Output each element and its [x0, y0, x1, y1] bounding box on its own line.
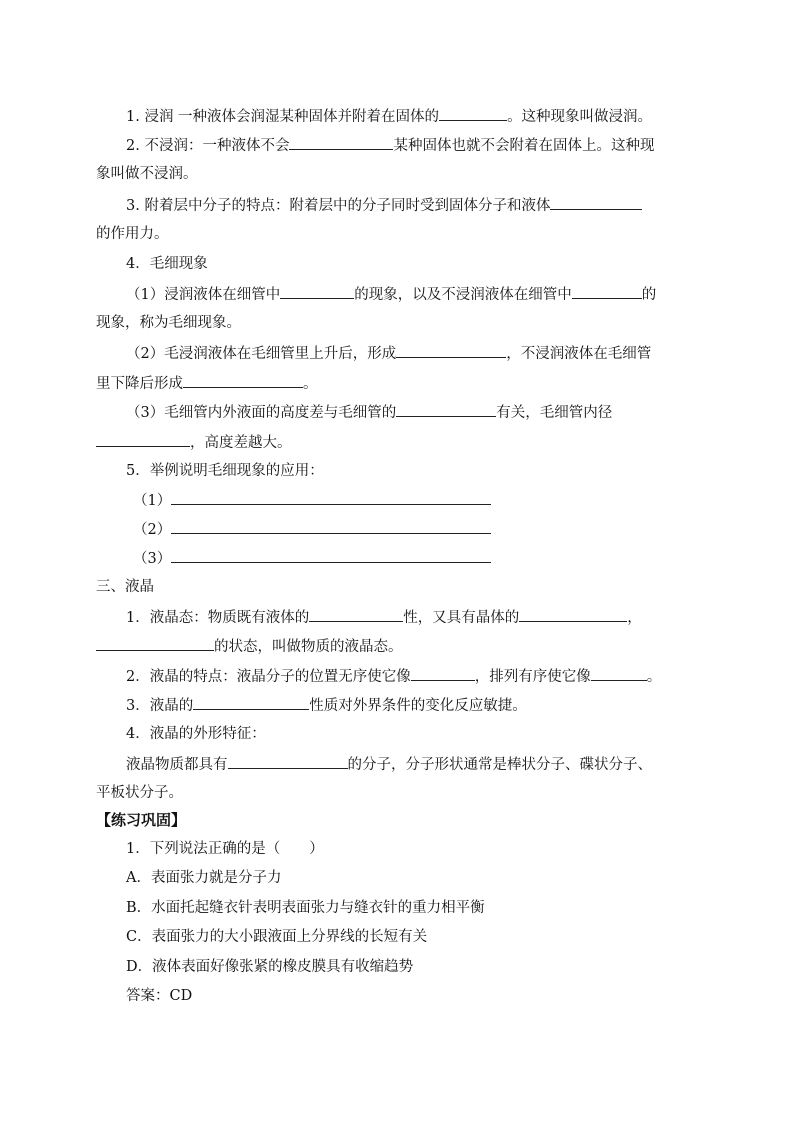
q4-s3-cont: [96, 432, 292, 453]
q4-s2-blank-2: [183, 373, 303, 388]
q3-line: [126, 195, 642, 216]
q3-text: 3. 附着层中分子的特点：附着层中的分子同时受到固体分子和液体: [126, 198, 551, 214]
lc3-text-end: 性质对外界条件的变化反应敏捷。: [309, 698, 527, 714]
q4-title: 4．毛细现象: [126, 256, 208, 272]
q5-item-label: （1）: [133, 493, 172, 509]
q4-s1-cont: 现象，称为毛细现象。: [96, 315, 241, 331]
q2-cont: 象叫做不浸润。: [96, 166, 198, 182]
lc2-text-end: 。: [646, 669, 662, 685]
practice-question: 1．下列说法正确的是（ ）: [126, 841, 324, 857]
q4-s3-line: [126, 402, 612, 423]
q3-cont: 的作用力。: [96, 226, 169, 242]
q4-s2-cont-text: 里下降后形成: [96, 376, 183, 392]
q5-title: 5．举例说明毛细现象的应用：: [126, 463, 324, 479]
q4-s1-blank-1: [280, 284, 354, 299]
lc2-line: [126, 666, 661, 687]
q4-s3-cont-end: ，高度差越大。: [190, 435, 292, 451]
answer: 答案：CD: [126, 988, 193, 1004]
lc2-text-mid: ，排列有序使它像: [474, 669, 591, 685]
lc4-text-end: 的分子，分子形状通常是棒状分子、碟状分子、: [347, 757, 652, 773]
lc1-blank-2: [519, 607, 627, 622]
q4-s3-blank-2: [96, 432, 190, 447]
lc4-line: [126, 754, 652, 775]
lc1-blank-3: [96, 636, 214, 651]
q5-item-2: [133, 519, 491, 540]
q5-item-label: （3）: [133, 551, 172, 567]
q2-line: [126, 135, 654, 156]
lc3-text: 3．液晶的: [126, 698, 194, 714]
option-c: C．表面张力的大小跟液面上分界线的长短有关: [126, 929, 428, 945]
lc4-cont: 平板状分子。: [96, 785, 183, 801]
q1-blank: [439, 106, 507, 121]
lc1-blank-1: [309, 607, 403, 622]
lc1-text: 1．液晶态：物质既有液体的: [126, 610, 310, 626]
q5-item-1: [133, 490, 491, 511]
q1-text: 1. 浸润 一种液体会润湿某种固体并附着在固体的: [126, 109, 440, 125]
q5-item-label: （2）: [133, 522, 172, 538]
q1-line: [126, 106, 652, 127]
q4-s1-text-end: 的: [641, 287, 657, 303]
option-a: A．表面张力就是分子力: [126, 870, 282, 886]
section-title: 三、液晶: [96, 579, 154, 595]
q4-s1-text: （1）浸润液体在细管中: [126, 287, 281, 303]
q4-s2-blank-1: [396, 343, 506, 358]
lc3-blank: [193, 695, 309, 710]
q4-s3-text: （3）毛细管内外液面的高度差与毛细管的: [126, 405, 397, 421]
q5-answer-line: [171, 519, 491, 534]
q4-s1-blank-2: [572, 284, 642, 299]
q2-text-end: 某种固体也就不会附着在固体上。这种现: [393, 138, 655, 154]
q4-s3-blank-1: [396, 402, 496, 417]
q2-text: 2. 不浸润：一种液体不会: [126, 138, 290, 154]
q4-s1-line: [126, 284, 656, 305]
option-b: B．水面托起缝衣针表明表面张力与缝衣针的重力相平衡: [126, 900, 485, 916]
lc1-text-mid: 性，又具有晶体的: [403, 610, 520, 626]
q4-s2-line: [126, 343, 651, 364]
lc1-cont-text: 的状态，叫做物质的液晶态。: [214, 639, 403, 655]
q2-blank: [289, 135, 393, 150]
lc1-line: [126, 607, 642, 628]
lc3-line: [126, 695, 527, 716]
q4-s2-cont: [96, 373, 318, 394]
q4-s2-cont-end: 。: [303, 376, 318, 392]
q1-text-end: 。这种现象叫做浸润。: [507, 109, 653, 125]
lc2-text: 2．液晶的特点：液晶分子的位置无序使它像: [126, 669, 411, 685]
lc1-cont: [96, 636, 403, 657]
q5-answer-line: [171, 548, 491, 563]
lc4-blank: [228, 754, 348, 769]
lc2-blank-1: [411, 666, 475, 681]
lc4-text: 液晶物质都具有: [126, 757, 228, 773]
q4-s1-text-mid: 的现象，以及不浸润液体在细管中: [354, 287, 572, 303]
q3-blank: [550, 195, 642, 210]
lc1-text-end: ，: [627, 610, 642, 626]
lc2-blank-2: [591, 666, 647, 681]
option-d: D．液体表面好像张紧的橡皮膜具有收缩趋势: [126, 959, 414, 975]
practice-title: 【练习巩固】: [96, 811, 187, 829]
q4-s2-text: （2）毛浸润液体在毛细管里上升后，形成: [126, 346, 397, 362]
q5-answer-line: [171, 490, 491, 505]
lc4-title: 4．液晶的外形特征：: [126, 726, 266, 742]
q4-s3-text-end: 有关，毛细管内径: [496, 405, 613, 421]
q4-s2-text-end: ，不浸润液体在毛细管: [506, 346, 652, 362]
q5-item-3: [133, 548, 491, 569]
